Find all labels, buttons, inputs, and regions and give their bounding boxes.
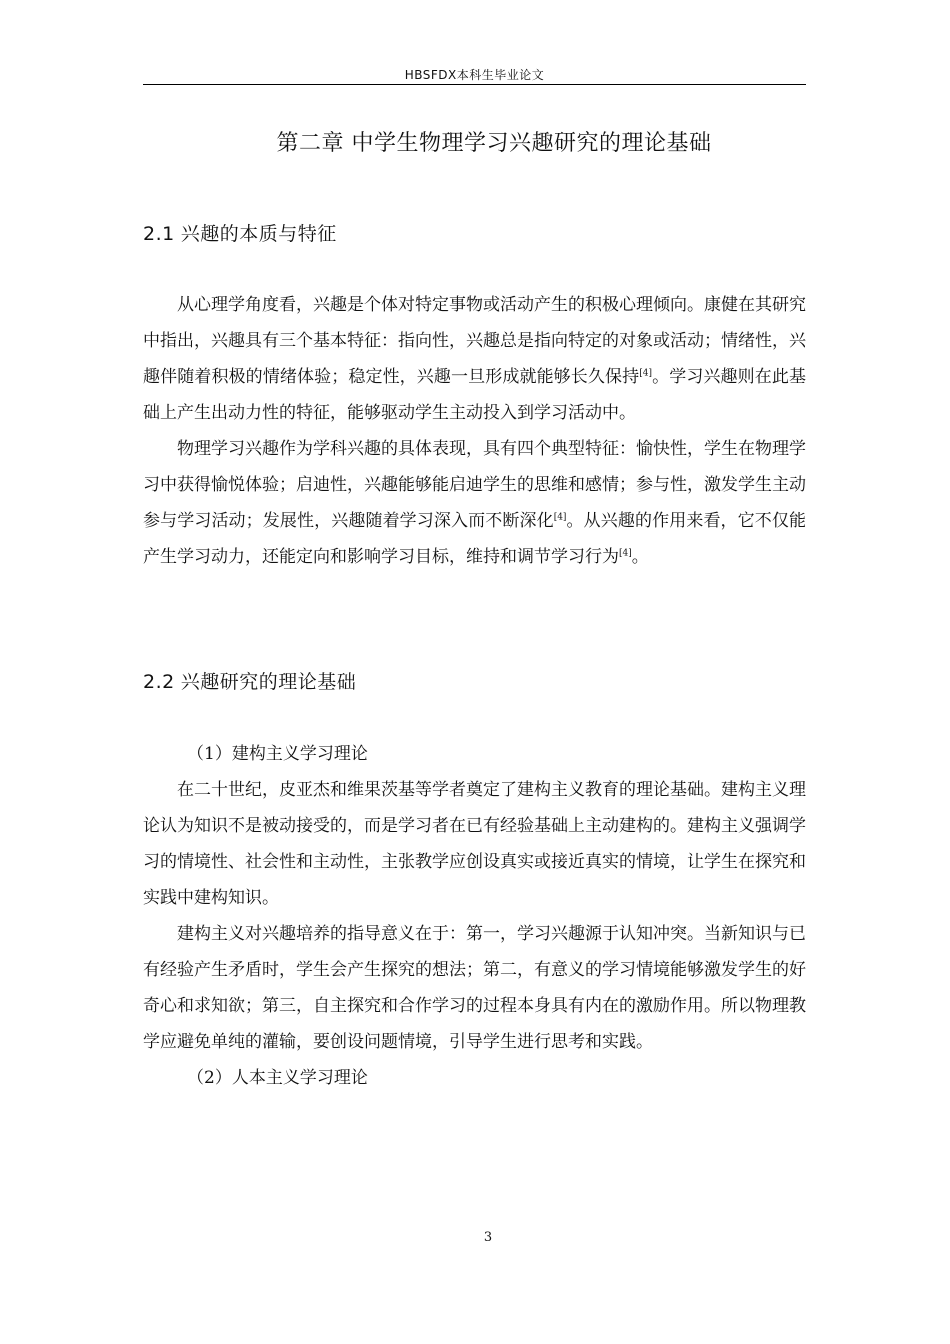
subheading: （1）建构主义学习理论 [187,744,368,764]
paragraph: 在二十世纪，皮亚杰和维果茨基等学者奠定了建构主义教育的理论基础。建构主义理论认为知识不是被动接受的，而是学习者在已有经验基础上主动建构的。建构主义强调学习的情境性、社会性和主动性，主张教学应创设真实或接近真实的情境，让学生在探究和实践中建构知识。 [143,780,806,908]
section-2-1-body [143,287,806,575]
running-header: HBSFDX本科生毕业论文 [404,68,545,82]
paragraph-text: 。 [631,547,649,567]
citation: [4] [553,512,567,523]
paragraph: 建构主义对兴趣培养的指导意义在于：第一，学习兴趣源于认知冲突。当新知识与已有经验产生矛盾时，学生会产生探究的想法；第二，有意义的学习情境能够激发学生的好奇心和求知欲；第三，自主探究和合作学习的过程本身具有内在的激励作用。所以物理教学应避免单纯的灌输，要创设问题情境，引导学生进行思考和实践。 [143,924,806,1052]
citation: [4] [639,368,652,379]
section-title: 兴趣研究的理论基础 [180,671,357,693]
paragraph-text: 。从兴趣的作用来看，它不仅能产生学习动力，还能定向和影响学习目标，维持和调节学习行为 [143,511,807,567]
page-number: 3 [483,1230,493,1245]
section-title: 兴趣的本质与特征 [180,223,337,245]
paragraph-text: 。学习兴趣则在此基础上产生出动力性的特征，能够驱动学生主动投入到学习活动中。 [143,367,807,423]
subheading: （2）人本主义学习理论 [187,1068,368,1088]
section-number: 2.2 [143,671,175,693]
section-heading-2-2 [143,667,356,694]
paragraph-text: 从心理学角度看，兴趣是个体对特定事物或活动产生的积极心理倾向。康健在其研究中指出，兴趣具有三个基本特征：指向性，兴趣总是指向特定的对象或活动；情绪性，兴趣伴随着积极的情绪体验；稳定性，兴趣一旦形成就能够长久保持 [143,295,806,387]
chapter-title: 第二章 中学生物理学习兴趣研究的理论基础 [276,131,712,156]
section-2-2-body [143,736,806,1096]
section-heading-2-1 [143,219,337,246]
citation: [4] [619,548,632,559]
header-rule [143,84,806,85]
paragraph [143,287,806,431]
paragraph-text: 物理学习兴趣作为学科兴趣的具体表现，具有四个典型特征：愉快性，学生在物理学习中获得愉悦体验；启迪性，兴趣能够能启迪学生的思维和感情；参与性，激发学生主动参与学习活动；发展性，兴趣随着学习深入而不断深化 [143,439,806,531]
paragraph [143,431,806,575]
section-number: 2.1 [143,223,175,245]
